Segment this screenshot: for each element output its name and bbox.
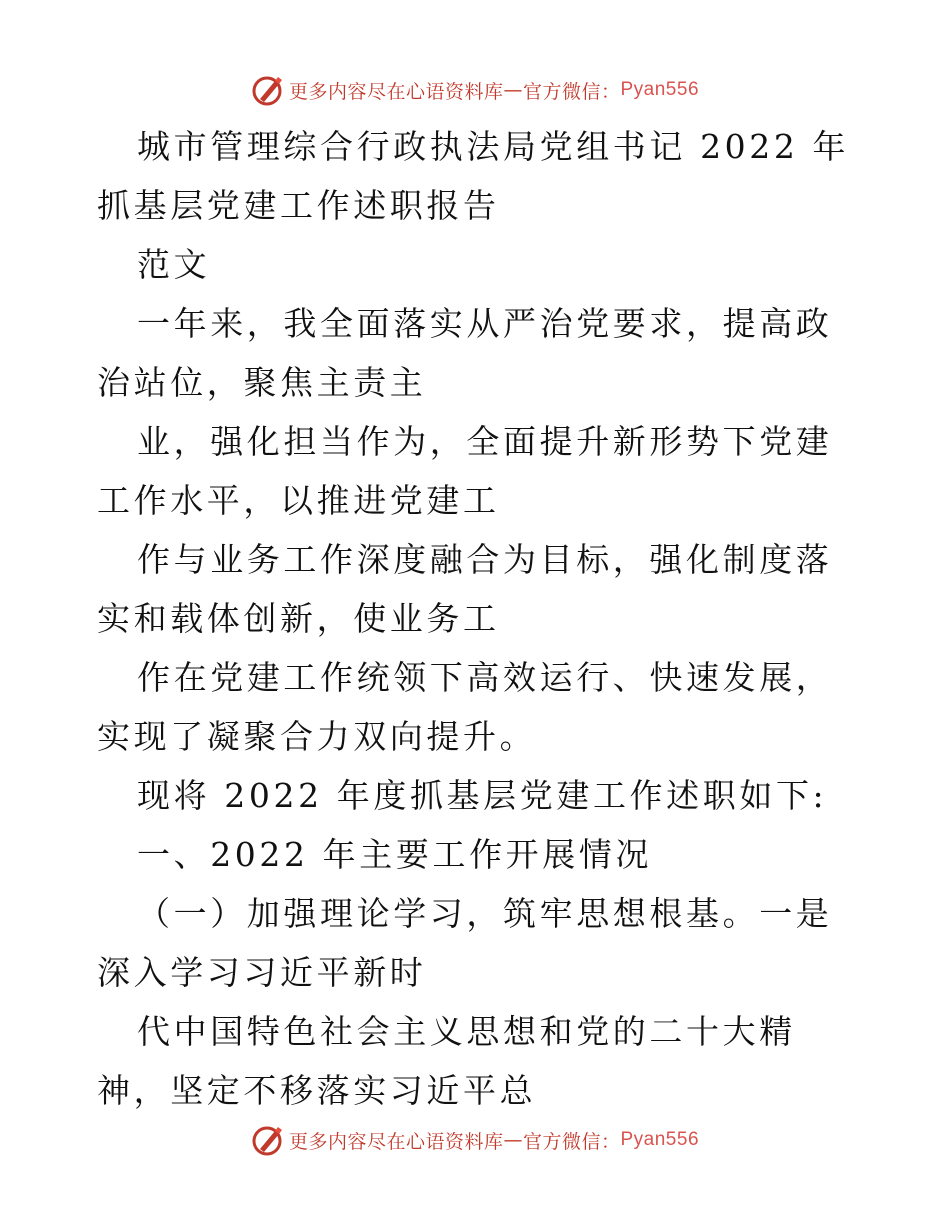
document-paragraph: 作与业务工作深度融合为目标，强化制度落实和载体创新，使业务工 — [97, 540, 833, 638]
document-paragraph: 作在党建工作统领下高效运行、快速发展，实现了凝聚合力双向提升。 — [97, 658, 833, 756]
watermark-account: Pyan556 — [620, 1129, 700, 1150]
watermark-separator: — — [503, 1129, 523, 1151]
document-paragraph: （一）加强理论学习，筑牢思想根基。一是深入学习习近平新时 — [97, 894, 833, 992]
pen-logo-icon — [251, 73, 285, 107]
watermark-label: 官方微信： — [522, 80, 621, 103]
document-body — [97, 117, 867, 1120]
document-paragraph: 代中国特色社会主义思想和党的二十大精神，坚定不移落实习近平总 — [97, 1012, 796, 1110]
document-paragraph: 现将 2022 年度抓基层党建工作述职如下: — [137, 776, 828, 815]
footer-watermark — [0, 1120, 950, 1160]
watermark-label: 官方微信： — [522, 1130, 621, 1153]
section-heading: 一、2022 年主要工作开展情况 — [137, 835, 653, 874]
document-paragraph: 范文 — [137, 245, 211, 284]
watermark-separator: — — [503, 79, 523, 101]
watermark-main-text: 更多内容尽在心语资料库 — [288, 1130, 504, 1153]
header-watermark — [0, 70, 950, 110]
document-title: 城市管理综合行政执法局党组书记 2022 年抓基层党建工作述职报告 — [97, 127, 850, 225]
document-paragraph: 一年来，我全面落实从严治党要求，提高政治站位，聚焦主责主 — [97, 304, 833, 402]
watermark-account: Pyan556 — [620, 79, 700, 100]
watermark-main-text: 更多内容尽在心语资料库 — [288, 80, 504, 103]
pen-logo-icon — [251, 1123, 285, 1157]
document-paragraph: 业，强化担当作为，全面提升新形势下党建工作水平，以推进党建工 — [97, 422, 833, 520]
